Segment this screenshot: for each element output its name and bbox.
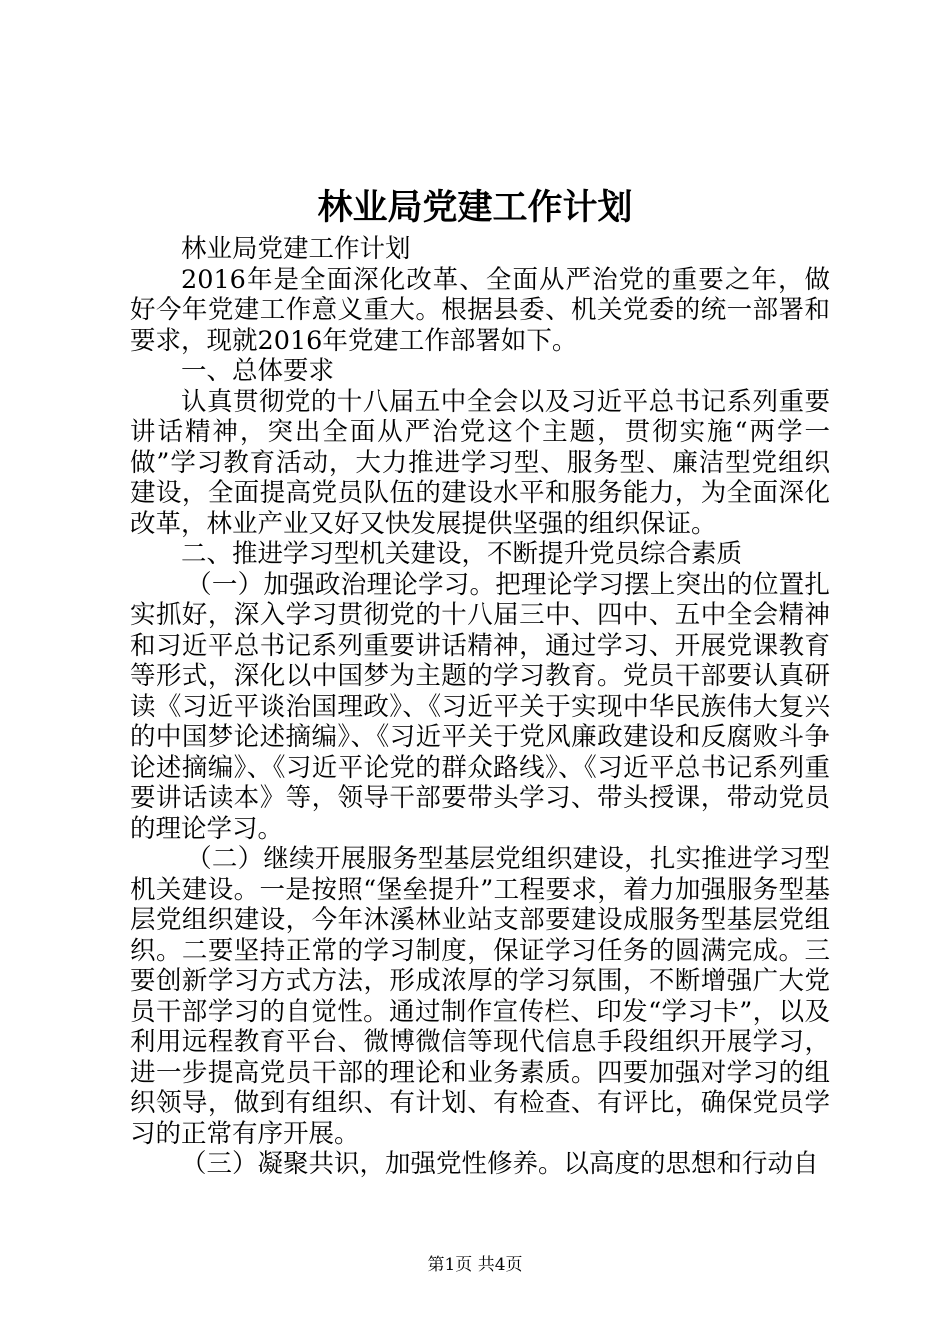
paragraph-item-1: （一）加强政治理论学习。把理论学习摆上突出的位置扎实抓好，深入学习贯彻党的十八届三中、四中、五中全会精神和习近平总书记系列重要讲话精神，通过学习、开展党课教育等形式，深化以中国梦为主题的学习教育。党员干部要认真研读《习近平谈治国理政》、《习近平关于实现中华民族伟大复兴的中国梦论述摘编》、《习近平关于党风廉政建设和反腐败斗争论述摘编》、《习近平论党的群众路线》、《习近平总书记系列重要讲话读本》等，领导干部要带头学习、带头授课，带动党员的理论学习。: [130, 569, 830, 844]
document-title: 林业局党建工作计划: [317, 187, 633, 228]
heading-section-2: 二、推进学习型机关建设，不断提升党员综合素质: [181, 539, 743, 569]
paragraph-intro: 2016年是全面深化改革、全面从严治党的重要之年，做好今年党建工作意义重大。根据县委、机关党委的统一部署和要求，现就2016年党建工作部署如下。: [130, 264, 830, 356]
paragraph-item-3: （三）凝聚共识，加强党性修养。以高度的思想和行动自: [181, 1149, 819, 1179]
page-number: 第1页 共4页: [427, 1255, 523, 1275]
document-body: [130, 234, 830, 1180]
paragraph-subtitle: 林业局党建工作计划: [181, 234, 411, 264]
paragraph-section-1: 认真贯彻党的十八届五中全会以及习近平总书记系列重要讲话精神，突出全面从严治党这个主题，贯彻实施“两学一做”学习教育活动，大力推进学习型、服务型、廉洁型党组织建设，全面提高党员队伍的建设水平和服务能力，为全面深化改革，林业产业又好又快发展提供坚强的组织保证。: [130, 386, 830, 539]
paragraph-item-2: （二）继续开展服务型基层党组织建设，扎实推进学习型机关建设。一是按照“堡垒提升”工程要求，着力加强服务型基层党组织建设，今年沐溪林业站支部要建设成服务型基层党组织。二要坚持正常的学习制度，保证学习任务的圆满完成。三要创新学习方式方法，形成浓厚的学习氛围，不断增强广大党员干部学习的自觉性。通过制作宣传栏、印发“学习卡”，以及利用远程教育平台、微博微信等现代信息手段组织开展学习，进一步提高党员干部的理论和业务素质。四要加强对学习的组织领导，做到有组织、有计划、有检查、有评比，确保党员学习的正常有序开展。: [130, 844, 830, 1149]
heading-section-1: 一、总体要求: [181, 356, 335, 386]
